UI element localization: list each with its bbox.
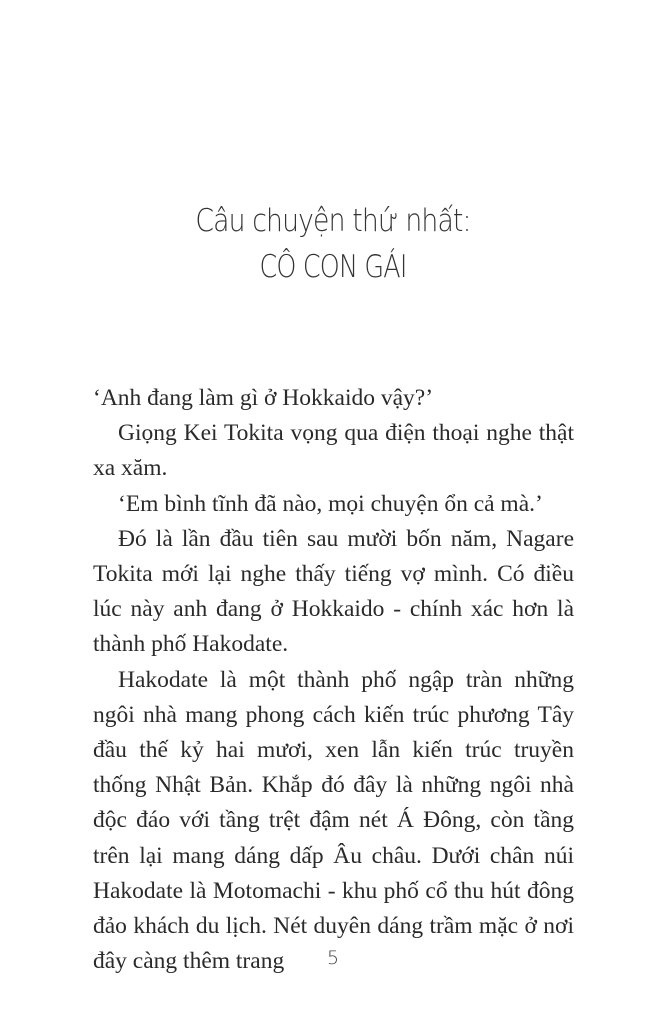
chapter-heading (0, 198, 666, 290)
body-text (93, 381, 574, 979)
page-number: 5 (326, 947, 340, 969)
paragraph: Hakodate là một thành phố ngập tràn những ngôi nhà mang phong cách kiến trúc phương Tây đầu thế kỷ hai mươi, xen lẫn kiến trúc truyền thống Nhật Bản. Khắp đó đây là những ngôi nhà độc đáo với tầng trệt đậm nét Á Đông, còn tầng trên lại mang dáng dấp Âu châu. Dưới chân núi Hakodate là Motomachi - khu phố cổ thu hút đông đảo khách du lịch. Nét duyên dáng trầm mặc ở nơi đây càng thêm trang (93, 666, 574, 975)
paragraph: ‘Anh đang làm gì ở Hokkaido vậy?’ (93, 385, 434, 411)
paragraph: Đó là lần đầu tiên sau mười bốn năm, Nagare Tokita mới lại nghe thấy tiếng vợ mình. Có điều lúc này anh đang ở Hokkaido - chính xác hơn là thành phố Hakodate. (93, 525, 574, 658)
chapter-title-line2: CÔ CON GÁI (259, 249, 407, 285)
chapter-title-line1: Câu chuyện thứ nhất: (195, 203, 471, 239)
paragraph: ‘Em bình tĩnh đã nào, mọi chuyện ổn cả mà.’ (118, 490, 543, 517)
paragraph: Giọng Kei Tokita vọng qua điện thoại nghe thật xa xăm. (93, 420, 574, 482)
